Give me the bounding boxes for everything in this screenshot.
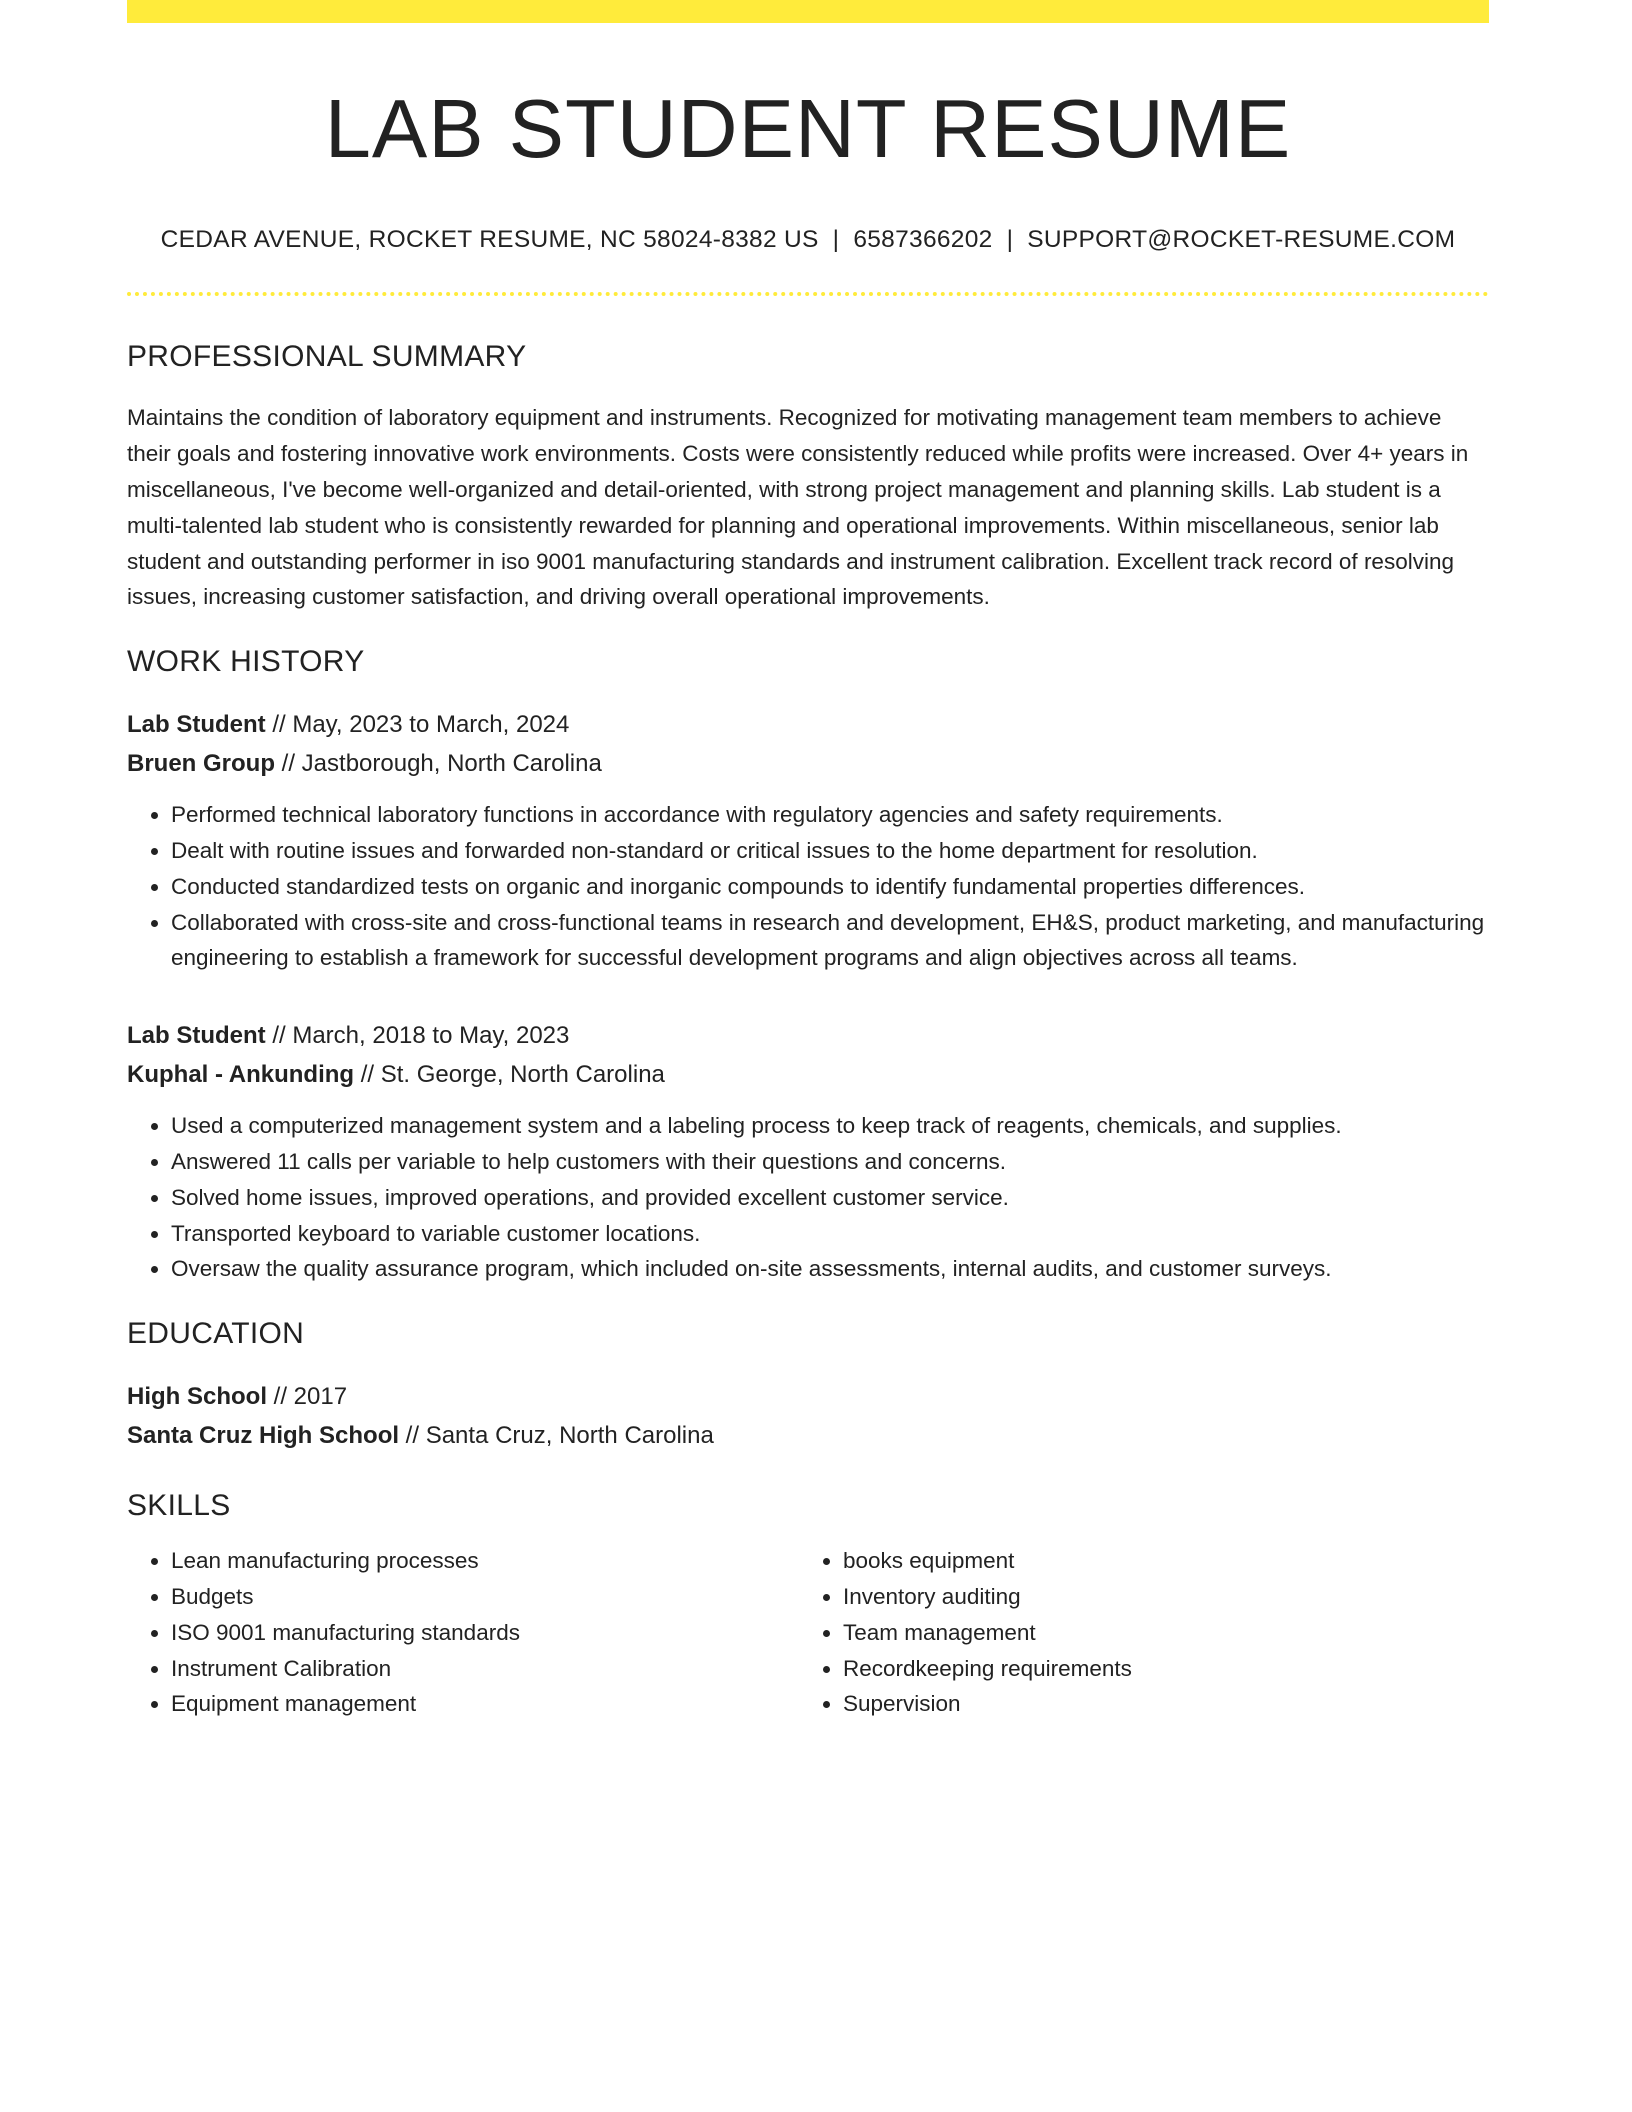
job-duty: • Used a computerized management system and a labeling process to keep track of reagents, chemicals, and supplies. <box>171 1108 1489 1144</box>
education-school: Santa Cruz High School <box>127 1422 400 1450</box>
education-location: // Santa Cruz, North Carolina <box>399 1422 714 1450</box>
skills-column-right <box>799 1543 1471 1722</box>
dotted-divider <box>127 292 1489 296</box>
job-duty: • Transported keyboard to variable customer locations. <box>171 1216 1489 1252</box>
job-duty: • Oversaw the quality assurance program, which included on-site assessments, internal audits, and customer surveys. <box>171 1251 1489 1287</box>
education-school-line <box>127 1416 1489 1455</box>
work-history-heading: WORK HISTORY <box>127 645 365 679</box>
job-role-line <box>127 705 1489 744</box>
education-entry <box>127 1377 1489 1455</box>
contact-email: SUPPORT@ROCKET-RESUME.COM <box>1027 226 1456 254</box>
job-duties-list <box>127 797 1489 976</box>
skills-column-left <box>127 1543 799 1722</box>
job-company: Bruen Group <box>127 750 275 778</box>
job-duty: • Conducted standardized tests on organic and inorganic compounds to identify fundamental properties differences. <box>171 869 1489 905</box>
job-duty: • Collaborated with cross-site and cross-functional teams in research and development, EH&S, product marketing, and manufacturing engineering to establish a framework for successful development programs and align objectives across all teams. <box>171 905 1489 977</box>
education-degree-line <box>127 1377 1489 1416</box>
job-location: // St. George, North Carolina <box>354 1061 665 1089</box>
education-year: // 2017 <box>267 1383 348 1411</box>
contact-separator: | <box>832 226 840 254</box>
skill-item: • books equipment <box>843 1543 1471 1579</box>
job-company: Kuphal - Ankunding <box>127 1061 355 1089</box>
job-location: // Jastborough, North Carolina <box>275 750 602 778</box>
skill-item: • Instrument Calibration <box>171 1651 799 1687</box>
job-dates: // May, 2023 to March, 2024 <box>265 711 570 739</box>
skill-item: • ISO 9001 manufacturing standards <box>171 1615 799 1651</box>
job-role-line <box>127 1016 1489 1055</box>
accent-top-bar <box>127 0 1489 23</box>
contact-line <box>127 226 1489 254</box>
skill-item: • Equipment management <box>171 1686 799 1722</box>
job-duty: • Solved home issues, improved operations, and provided excellent customer service. <box>171 1180 1489 1216</box>
summary-text: Maintains the condition of laboratory equipment and instruments. Recognized for motivating management team members to achieve their goals and fostering innovative work environments. Costs were consistently reduced while profits were increased. Over 4+ years in miscellaneous, I've become well-organized and detail-oriented, with strong project management and planning skills. Lab student is a multi-talented lab student who is consistently rewarded for planning and operational improvements. Within miscellaneous, senior lab student and outstanding performer in iso 9001 manufacturing standards and instrument calibration. Excellent track record of resolving issues, increasing customer satisfaction, and driving overall operational improvements. <box>127 405 1469 610</box>
job-duty: • Answered 11 calls per variable to help customers with their questions and concerns. <box>171 1144 1489 1180</box>
skills-list <box>127 1543 1489 1722</box>
skill-item: • Recordkeeping requirements <box>843 1651 1471 1687</box>
job-role: Lab Student <box>127 1022 266 1050</box>
skills-heading: SKILLS <box>127 1489 231 1523</box>
skill-item: • Lean manufacturing processes <box>171 1543 799 1579</box>
education-heading: EDUCATION <box>127 1317 305 1351</box>
contact-separator: | <box>1006 226 1014 254</box>
contact-phone: 6587366202 <box>853 226 993 254</box>
skill-item: • Supervision <box>843 1686 1471 1722</box>
job-dates: // March, 2018 to May, 2023 <box>265 1022 570 1050</box>
skill-item: • Budgets <box>171 1579 799 1615</box>
job-role: Lab Student <box>127 711 266 739</box>
job-duty: • Dealt with routine issues and forwarded non-standard or critical issues to the home department for resolution. <box>171 833 1489 869</box>
job-duties-list <box>127 1108 1489 1287</box>
job-company-line <box>127 1055 1489 1094</box>
resume-page <box>127 0 1489 1722</box>
summary-heading: PROFESSIONAL SUMMARY <box>127 340 527 374</box>
skill-item: • Inventory auditing <box>843 1579 1471 1615</box>
job-company-line <box>127 744 1489 783</box>
job-entry <box>127 1016 1489 1287</box>
skill-item: • Team management <box>843 1615 1471 1651</box>
job-entry <box>127 705 1489 976</box>
education-degree: High School <box>127 1383 267 1411</box>
contact-address: CEDAR AVENUE, ROCKET RESUME, NC 58024-8382 US <box>160 226 819 254</box>
resume-title: LAB STUDENT RESUME <box>324 82 1292 175</box>
job-duty: • Performed technical laboratory functions in accordance with regulatory agencies and safety requirements. <box>171 797 1489 833</box>
